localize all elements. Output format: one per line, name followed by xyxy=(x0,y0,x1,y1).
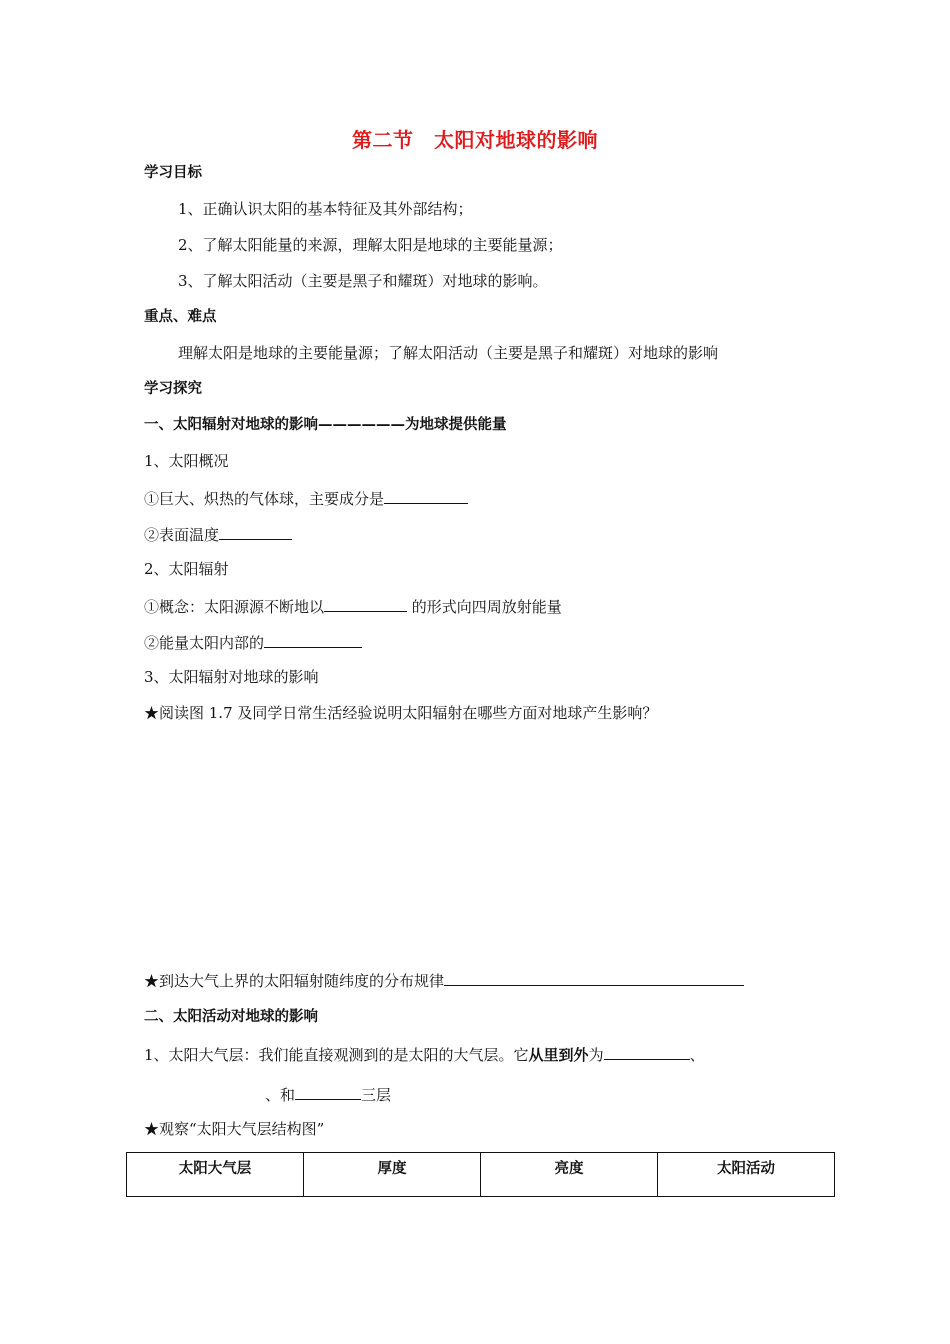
fill-blank[interactable] xyxy=(219,523,292,540)
question-atmosphere-layers-cont xyxy=(265,1083,391,1105)
table-header-cell: 太阳活动 xyxy=(658,1153,835,1197)
keypoints-heading: 重点、难点 xyxy=(144,309,217,325)
objective-item: 1、正确认识太阳的基本特征及其外部结构； xyxy=(178,200,473,218)
question-text: 的形式向四周放射能量 xyxy=(407,598,562,616)
observe-task: ★观察“太阳大气层结构图” xyxy=(144,1120,325,1138)
question-text: ★到达大气上界的太阳辐射随纬度的分布规律 xyxy=(144,972,445,990)
question-text: 、 xyxy=(689,1046,705,1064)
table-header-cell: 太阳大气层 xyxy=(127,1153,304,1197)
question-text: 1、太阳大气层：我们能直接观测到的是太阳的大气层。它 xyxy=(144,1046,529,1064)
fill-blank[interactable] xyxy=(384,487,468,504)
question-latitude-distribution xyxy=(144,969,744,991)
objectives-heading: 学习目标 xyxy=(144,165,202,181)
sub-heading-solar-radiation: 2、太阳辐射 xyxy=(144,560,229,578)
question-radiation-concept xyxy=(144,595,562,617)
question-text: 为 xyxy=(588,1046,604,1064)
question-energy-source xyxy=(144,631,362,653)
fill-blank[interactable] xyxy=(295,1083,361,1100)
objective-item: 3、了解太阳活动（主要是黑子和耀斑）对地球的影响。 xyxy=(178,272,548,290)
explore-heading: 学习探究 xyxy=(144,381,202,397)
sub-heading-sun-overview: 1、太阳概况 xyxy=(144,452,229,470)
section2-heading: 二、太阳活动对地球的影响 xyxy=(144,1009,318,1025)
table-header-cell: 亮度 xyxy=(481,1153,658,1197)
atmosphere-structure-table xyxy=(126,1152,835,1197)
emphasis-text: 从里到外 xyxy=(528,1046,589,1064)
reading-task: ★阅读图 1.7 及同学日常生活经验说明太阳辐射在哪些方面对地球产生影响？ xyxy=(144,704,658,722)
page-title: 第二节 太阳对地球的影响 xyxy=(352,128,598,152)
question-text: 、和 xyxy=(265,1086,296,1104)
table-header-cell: 厚度 xyxy=(304,1153,481,1197)
question-composition xyxy=(144,487,468,509)
question-text: ①巨大、炽热的气体球，主要成分是 xyxy=(144,490,385,508)
question-text: ②能量太阳内部的 xyxy=(144,634,265,652)
question-text: ①概念：太阳源源不断地以 xyxy=(144,598,325,616)
question-surface-temperature xyxy=(144,523,292,545)
objective-item: 2、了解太阳能量的来源，理解太阳是地球的主要能量源； xyxy=(178,236,563,254)
question-text: 三层 xyxy=(361,1086,392,1104)
fill-blank[interactable] xyxy=(444,969,744,986)
section1-heading: 一、太阳辐射对地球的影响——————为地球提供能量 xyxy=(144,417,507,433)
question-text: ②表面温度 xyxy=(144,526,220,544)
keypoints-text: 理解太阳是地球的主要能量源；了解太阳活动（主要是黑子和耀斑）对地球的影响 xyxy=(178,344,719,362)
question-atmosphere-layers xyxy=(144,1043,705,1065)
sub-heading-radiation-effects: 3、太阳辐射对地球的影响 xyxy=(144,668,319,686)
table-row xyxy=(127,1153,835,1197)
fill-blank[interactable] xyxy=(604,1043,690,1060)
fill-blank[interactable] xyxy=(324,595,407,612)
fill-blank[interactable] xyxy=(264,631,362,648)
